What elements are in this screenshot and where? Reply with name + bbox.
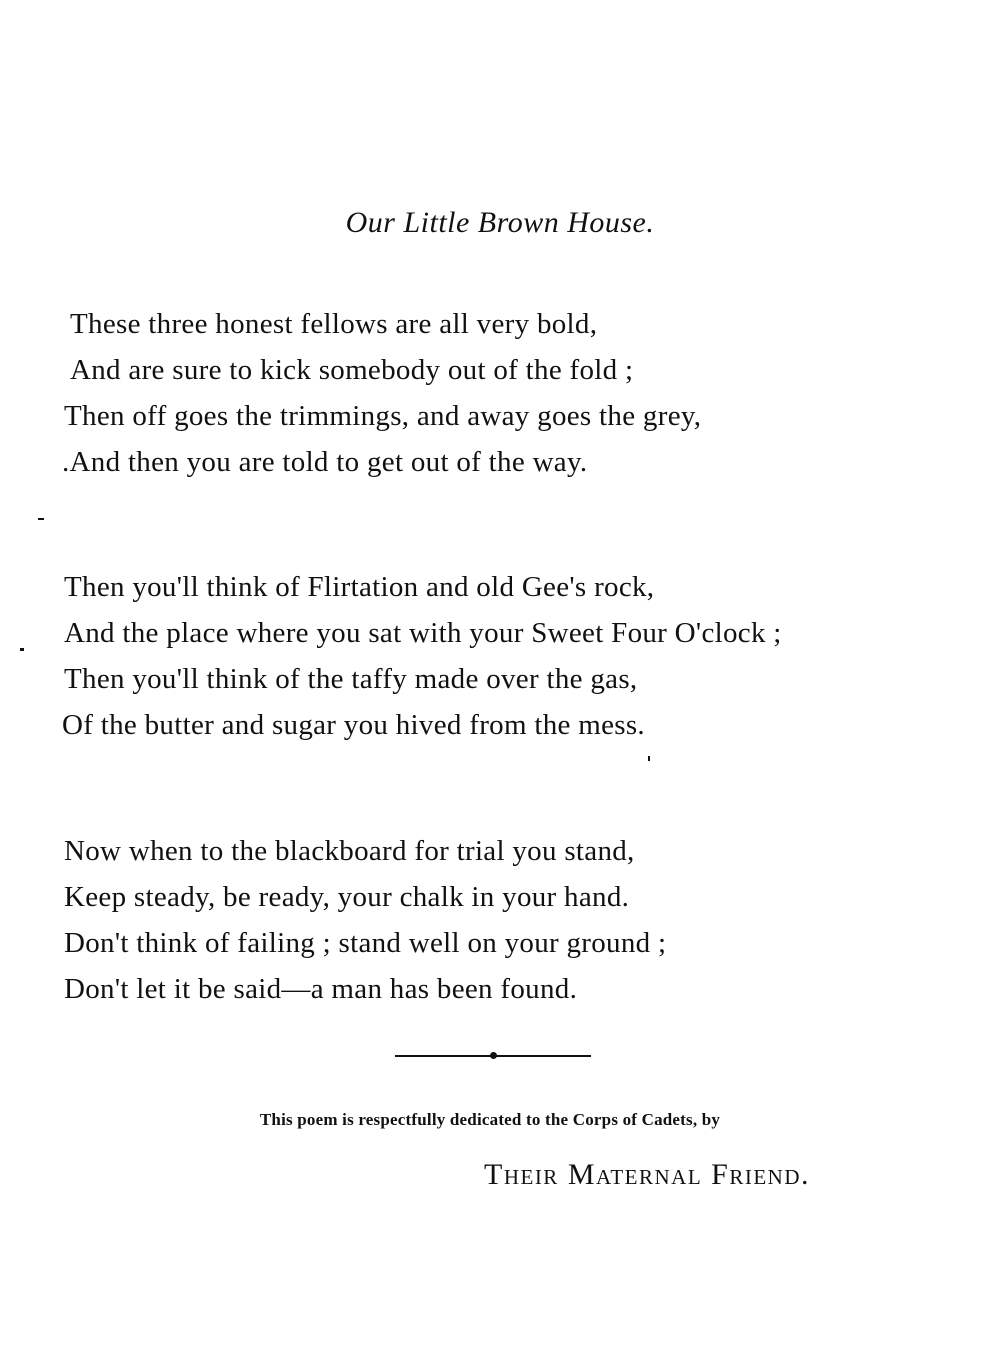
stanza-2-line-2: And the place where you sat with your Sweet Four O'clock ; (64, 617, 782, 649)
poem-title: Our Little Brown House. (345, 206, 655, 239)
stanza-3-line-3: Don't think of failing ; stand well on your ground ; (64, 927, 667, 959)
stanza-2-line-3: Then you'll think of the taffy made over the gas, (64, 663, 638, 695)
stanza-1-line-3: Then off goes the trimmings, and away goes the grey, (64, 400, 702, 432)
print-speck (648, 756, 650, 761)
divider-dot-ornament (490, 1052, 497, 1059)
stanza-1-line-4: .And then you are told to get out of the way. (62, 446, 588, 478)
print-speck (38, 518, 44, 520)
stanza-1-line-2: And are sure to kick somebody out of the fold ; (70, 354, 634, 386)
stanza-3-line-4: Don't let it be said—a man has been found. (64, 973, 578, 1005)
print-speck (20, 648, 24, 651)
stanza-3-line-1: Now when to the blackboard for trial you stand, (64, 835, 635, 867)
stanza-2-line-1: Then you'll think of Flirtation and old Gee's rock, (64, 571, 655, 603)
stanza-3-line-2: Keep steady, be ready, your chalk in your hand. (64, 881, 630, 913)
stanza-2-line-4: Of the butter and sugar you hived from the mess. (62, 709, 645, 741)
dedication-text: This poem is respectfully dedicated to the Corps of Cadets, by (259, 1110, 721, 1129)
signature: Their Maternal Friend. (484, 1158, 810, 1191)
stanza-1-line-1: These three honest fellows are all very bold, (70, 308, 598, 340)
